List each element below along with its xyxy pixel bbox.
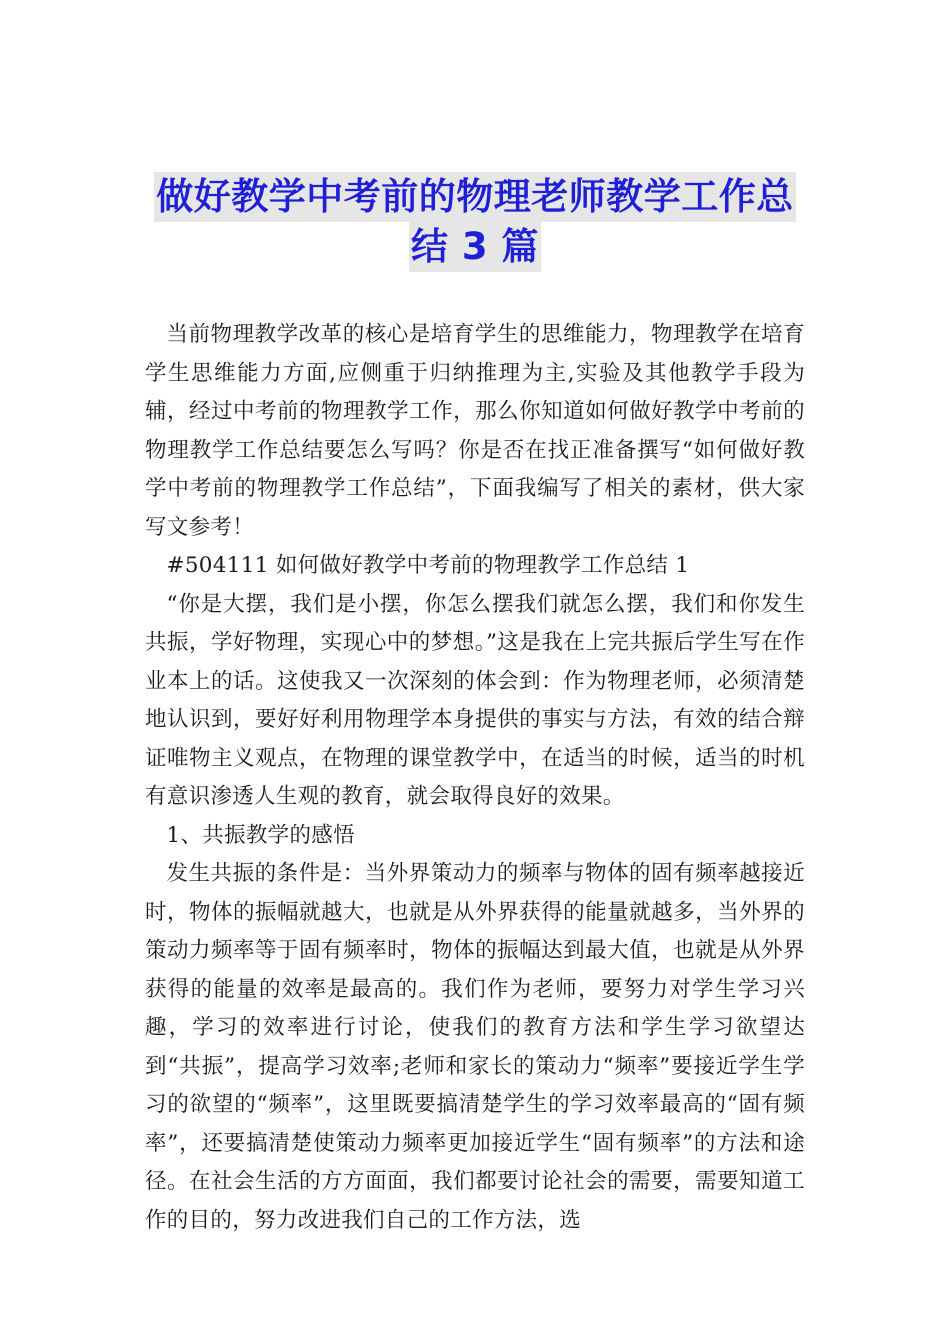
title-line-1: 做好教学中考前的物理老师教学工作总: [154, 172, 796, 222]
resonance-paragraph: 发生共振的条件是：当外界策动力的频率与物体的固有频率越接近时，物体的振幅就越大，也就是从外界获得的能量就越多，当外界的策动力频率等于固有频率时，物体的振幅达到最大值，也就是从外界获得的能量的效率是最高的。我们作为老师，要努力对学生学习兴趣，学习的效率进行讨论，使我们的教育方法和学生学习欲望达到“共振”，提高学习效率;老师和家长的策动力“频率”要接近学生学习的欲望的“频率”，这里既要搞清楚学生的学习效率最高的“固有频率”，还要搞清楚使策动力频率更加接近学生“固有频率”的方法和途径。在社会生活的方方面面，我们都要讨论社会的需要，需要知道工作的目的，努力改进我们自己的工作方法，选: [145, 861, 805, 1233]
title-line-2: 结 3 篇: [409, 222, 541, 272]
quote-paragraph: “你是大摆，我们是小摆，你怎么摆我们就怎么摆，我们和你发生共振，学好物理，实现心中的梦想。”这是我在上完共振后学生写在作业本上的话。这使我又一次深刻的体会到：作为物理老师，必须清楚地认识到，要好好利用物理学本身提供的事实与方法，有效的结合辩证唯物主义观点，在物理的课堂教学中，在适当的时候，适当的时机有意识渗透人生观的教育，就会取得良好的效果。: [145, 591, 805, 809]
document-body: [145, 316, 805, 1240]
intro-paragraph: 当前物理教学改革的核心是培育学生的思维能力，物理教学在培育学生思维能力方面,应侧重于归纳推理为主,实验及其他教学手段为辅，经过中考前的物理教学工作，那么你知道如何做好教学中考前的物理教学工作总结要怎么写吗？你是否在找正准备撰写“如何做好教学中考前的物理教学工作总结”，下面我编写了相关的素材，供大家写文参考！: [145, 322, 805, 540]
section-heading-1: #504111 如何做好教学中考前的物理教学工作总结 1: [166, 553, 690, 578]
subsection-heading-1: 1、共振教学的感悟: [166, 822, 355, 848]
document-title: [140, 172, 810, 272]
